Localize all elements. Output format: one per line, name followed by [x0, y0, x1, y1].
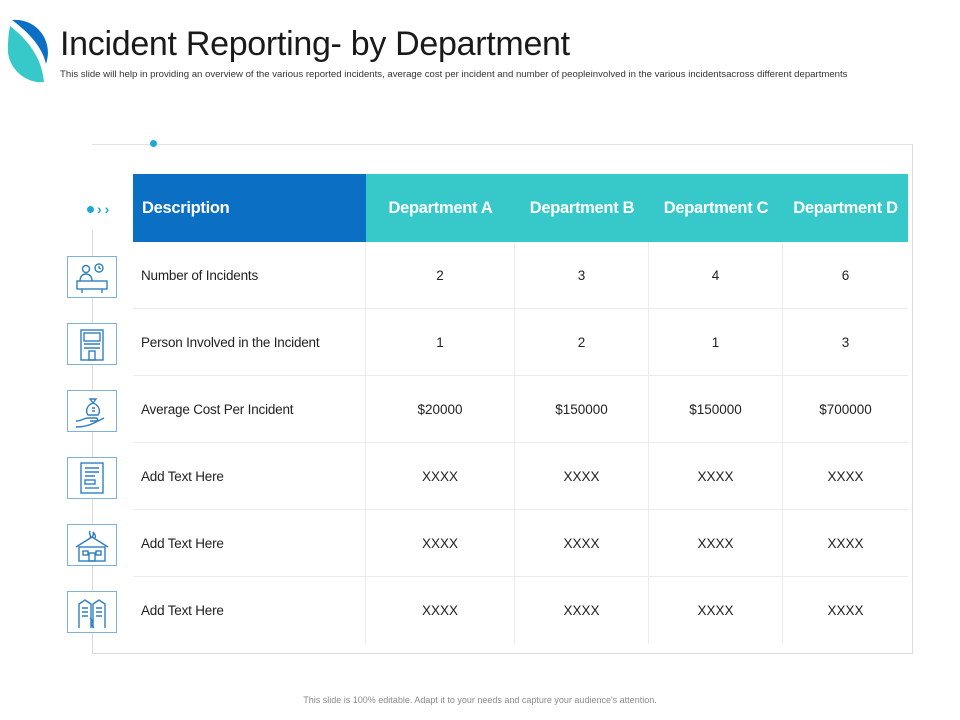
value-department-d: XXXX: [827, 536, 864, 551]
footer-note: This slide is 100% editable. Adapt it to your needs and capture your audience's attention.: [303, 695, 657, 705]
page-title: Incident Reporting- by Department: [60, 25, 570, 63]
header-department-a: Department A: [366, 174, 515, 242]
page-subtitle: This slide will help in providing an overview of the various reported incidents, average cost per incident and number of peopleinvolved in the various incidentsacross different departments: [60, 69, 848, 80]
row-label: Average Cost Per Incident: [133, 376, 366, 443]
row-label: Number of Incidents: [133, 242, 366, 309]
house-fire-icon: [68, 525, 116, 565]
header-arrows: [87, 202, 109, 216]
value-department-b: XXXX: [515, 577, 649, 644]
value-department-c: $150000: [649, 376, 783, 443]
value-department-d: 6: [841, 268, 850, 283]
table-header: [133, 174, 908, 242]
buildings-crack-icon: [68, 592, 116, 632]
chevron-right-icon: ›: [104, 201, 110, 217]
money-bag-hand-icon-box: [67, 390, 117, 432]
chevron-right-icon: ›: [97, 201, 102, 217]
value-department-a: 1: [366, 309, 515, 376]
table-row: [133, 376, 908, 443]
people-at-desk-icon: [68, 257, 116, 297]
header-department-c: Department C: [649, 174, 783, 242]
value-department-b: XXXX: [515, 510, 649, 577]
header-description: Description: [133, 174, 366, 242]
house-fire-icon-box: [67, 524, 117, 566]
value-department-a: XXXX: [366, 577, 515, 644]
building-icon: [68, 324, 116, 364]
people-at-desk-icon-box: [67, 256, 117, 298]
value-department-d: XXXX: [827, 603, 864, 618]
row-label: Person Involved in the Incident: [133, 309, 366, 376]
row-label: Add Text Here: [133, 510, 366, 577]
value-department-c: XXXX: [649, 577, 783, 644]
table-row: [133, 309, 908, 376]
value-department-b: 2: [515, 309, 649, 376]
value-department-d: 3: [841, 335, 850, 350]
value-department-b: 3: [515, 242, 649, 309]
money-bag-hand-icon: [68, 391, 116, 431]
row-label: Add Text Here: [133, 443, 366, 510]
value-department-a: XXXX: [366, 510, 515, 577]
table-body: [133, 242, 908, 644]
building-icon-box: [67, 323, 117, 365]
document-form-icon-box: [67, 457, 117, 499]
value-department-d: $700000: [819, 402, 872, 417]
value-department-d: XXXX: [827, 469, 864, 484]
table-row: [133, 242, 908, 309]
value-department-b: $150000: [515, 376, 649, 443]
logo-icon: [6, 18, 52, 88]
value-department-c: XXXX: [649, 443, 783, 510]
table-row: [133, 443, 908, 510]
arrow-dot: [87, 206, 94, 213]
header-department-d: Department D: [783, 174, 908, 242]
document-form-icon: [68, 458, 116, 498]
table-row: [133, 577, 908, 644]
value-department-c: 1: [649, 309, 783, 376]
row-label: Add Text Here: [133, 577, 366, 644]
accent-dot: [150, 140, 157, 147]
value-department-c: 4: [649, 242, 783, 309]
value-department-b: XXXX: [515, 443, 649, 510]
value-department-c: XXXX: [649, 510, 783, 577]
table-row: [133, 510, 908, 577]
value-department-a: XXXX: [366, 443, 515, 510]
header-department-b: Department B: [515, 174, 649, 242]
buildings-crack-icon-box: [67, 591, 117, 633]
value-department-a: $20000: [366, 376, 515, 443]
value-department-a: 2: [366, 242, 515, 309]
